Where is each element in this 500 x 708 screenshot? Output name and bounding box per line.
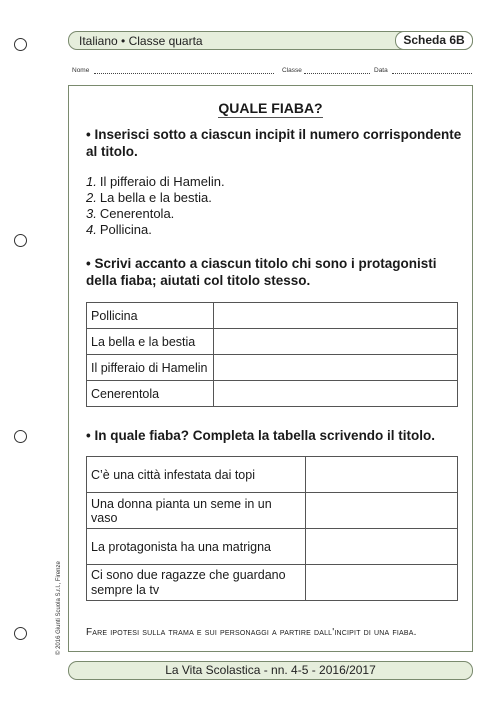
title-cell: Il pifferaio di Hamelin xyxy=(87,355,214,381)
copyright-text: © 2016 Giunti Scuola S.r.l., Firenze xyxy=(56,561,62,655)
title-cell: Pollicina xyxy=(87,303,214,329)
protagonists-table xyxy=(86,302,458,407)
binder-hole xyxy=(14,627,27,640)
list-item: 1. Il pifferaio di Hamelin. xyxy=(86,174,225,189)
answer-cell[interactable] xyxy=(214,303,458,329)
section1-instruction: • Inserisci sotto a ciascun incipit il numero corrispondente al titolo. xyxy=(86,127,462,159)
section2-instruction: • Scrivi accanto a ciascun titolo chi sono i protagonisti della fiaba; aiutati col titolo stesso. xyxy=(86,256,437,288)
date-field[interactable] xyxy=(392,67,472,74)
table-row xyxy=(87,529,458,565)
table-row xyxy=(87,329,458,355)
story-cell: Una donna pianta un seme in un vaso xyxy=(87,493,306,529)
table-row xyxy=(87,355,458,381)
answer-cell[interactable] xyxy=(306,493,458,529)
answer-cell[interactable] xyxy=(214,381,458,407)
binder-hole xyxy=(14,234,27,247)
table-row xyxy=(87,457,458,493)
story-cell: La protagonista ha una matrigna xyxy=(87,529,306,565)
learning-objective: Fare ipotesi sulla trama e sui personaggi a partire dall'incipit di una fiaba. xyxy=(86,627,417,638)
section3-instruction: • In quale fiaba? Completa la tabella scrivendo il titolo. xyxy=(86,428,436,443)
answer-cell[interactable] xyxy=(214,355,458,381)
story-cell: C’è una città infestata dai topi xyxy=(87,457,306,493)
answer-cell[interactable] xyxy=(306,565,458,601)
class-label: Classe xyxy=(282,67,302,74)
story-table xyxy=(86,456,458,601)
answer-cell[interactable] xyxy=(214,329,458,355)
binder-hole xyxy=(14,38,27,51)
story-cell: Ci sono due ragazze che guardano sempre la tv xyxy=(87,565,306,601)
list-item: 4. Pollicina. xyxy=(86,222,152,237)
table-row xyxy=(87,565,458,601)
subject-label: Italiano • Classe quarta xyxy=(79,34,203,48)
answer-cell[interactable] xyxy=(306,457,458,493)
binder-hole xyxy=(14,430,27,443)
table-row xyxy=(87,381,458,407)
student-info-line xyxy=(72,67,472,79)
table-row xyxy=(87,303,458,329)
title-cell: La bella e la bestia xyxy=(87,329,214,355)
name-label: Nome xyxy=(72,67,90,74)
list-item: 2. La bella e la bestia. xyxy=(86,190,212,205)
list-item: 3. Cenerentola. xyxy=(86,206,175,221)
worksheet-title: QUALE FIABA? xyxy=(218,100,323,116)
table-row xyxy=(87,493,458,529)
title-cell: Cenerentola xyxy=(87,381,214,407)
answer-cell[interactable] xyxy=(306,529,458,565)
class-field[interactable] xyxy=(304,67,370,74)
header-bar xyxy=(68,31,473,50)
sheet-label: Scheda 6B xyxy=(395,31,473,50)
date-label: Data xyxy=(374,67,388,74)
name-field[interactable] xyxy=(94,67,274,74)
footer-bar: La Vita Scolastica - nn. 4-5 - 2016/2017 xyxy=(68,661,473,680)
